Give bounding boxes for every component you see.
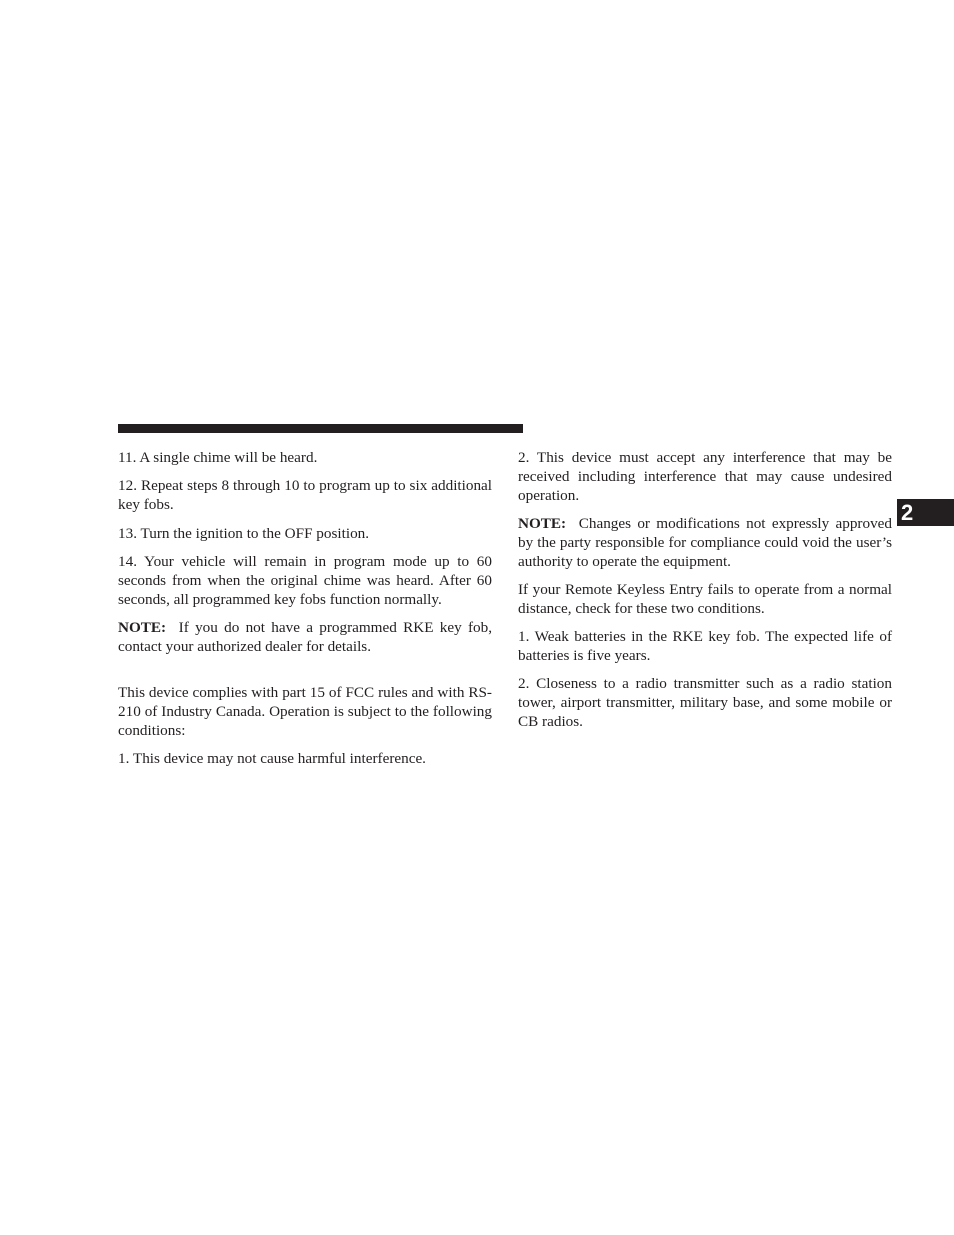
- step-11: 11. A single chime will be heard.: [118, 449, 318, 466]
- section-gap: [118, 666, 492, 684]
- note-text: If you do not have a programmed RKE key fob, contact your authorized dealer for details.: [118, 618, 492, 655]
- section-header-rule: [118, 424, 523, 433]
- right-column: [518, 449, 892, 741]
- condition-1: 1. This device may not cause harmful interference.: [118, 750, 426, 768]
- note-modifications: [518, 515, 892, 571]
- rke-fail-paragraph: If your Remote Keyless Entry fails to operate from a normal distance, check for these two conditions.: [518, 580, 892, 617]
- note-label: NOTE:: [518, 514, 567, 532]
- note-programmed-fob: [118, 619, 492, 657]
- condition-2: 2. This device must accept any interference that may be received including interference that may cause undesired operation.: [518, 449, 892, 504]
- step-12: 12. Repeat steps 8 through 10 to program up to six additional key fobs.: [118, 477, 492, 514]
- fcc-compliance-paragraph: This device complies with part 15 of FCC rules and with RS-210 of Industry Canada. Operation is subject to the following conditions:: [118, 684, 492, 739]
- note-label: NOTE:: [118, 618, 167, 636]
- note-text: Changes or modifications not expressly approved by the party responsible for compliance could void the user’s authority to operate the equipment.: [518, 514, 893, 570]
- left-column: [118, 449, 492, 779]
- check-radio-transmitter: 2. Closeness to a radio transmitter such as a radio station tower, airport transmitter, military base, and some mobile or CB radios.: [518, 675, 892, 730]
- check-weak-batteries: 1. Weak batteries in the RKE key fob. The expected life of batteries is five years.: [518, 628, 892, 664]
- chapter-tab: 2: [897, 499, 954, 526]
- step-14: 14. Your vehicle will remain in program mode up to 60 seconds from when the original chime was heard. After 60 seconds, all programmed key fobs function normally.: [118, 552, 492, 608]
- step-13: 13. Turn the ignition to the OFF position.: [118, 524, 370, 542]
